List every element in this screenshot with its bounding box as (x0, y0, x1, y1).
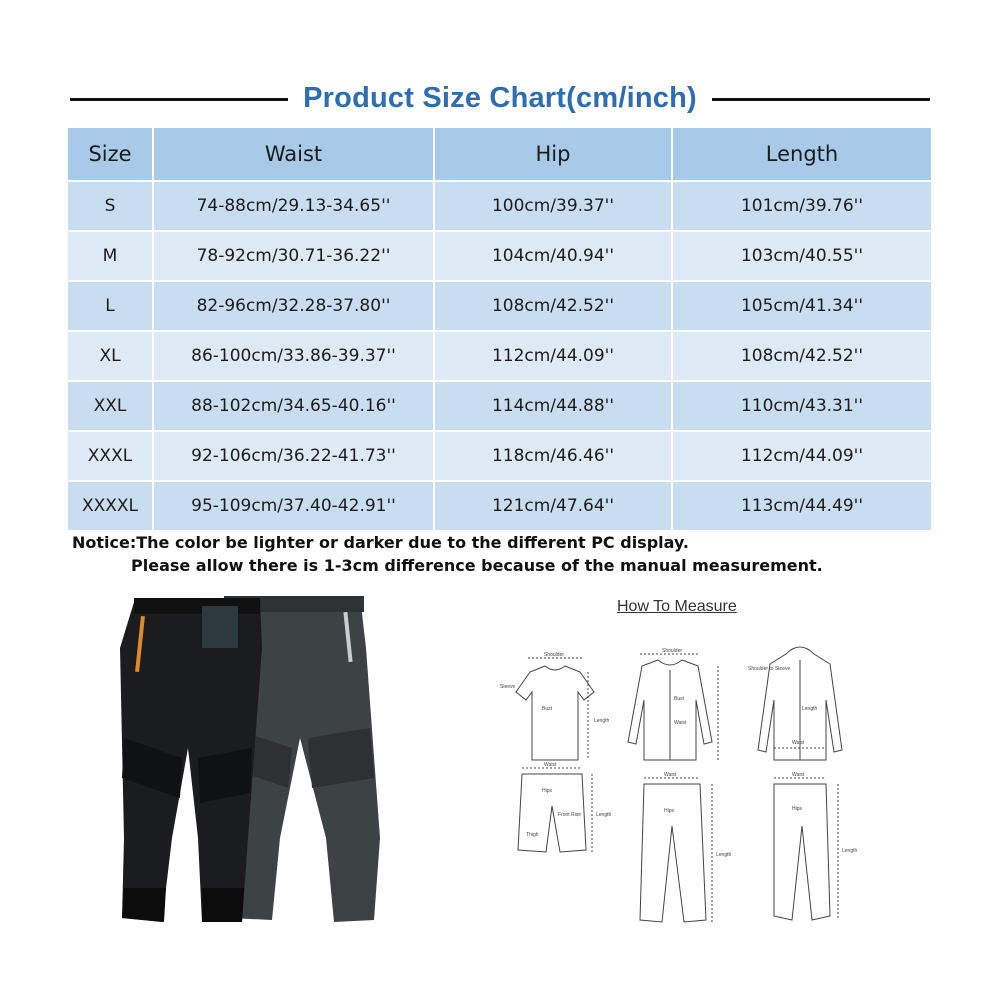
table-row (68, 281, 931, 331)
label-length-tshirt: Length (594, 718, 610, 724)
cell-waist: 82-96cm/32.28-37.80'' (153, 281, 434, 331)
table-row (68, 231, 931, 281)
cell-hip: 114cm/44.88'' (434, 381, 672, 431)
cell-size: M (68, 231, 153, 281)
cell-waist: 86-100cm/33.86-39.37'' (153, 331, 434, 381)
table-row (68, 181, 931, 231)
label-shoulder-shirt: Shoulder (662, 648, 683, 654)
label-bust: Bust (542, 706, 553, 712)
table-row (68, 481, 931, 530)
label-sleeve: Sleeve (500, 684, 516, 690)
chart-title-row (0, 78, 1000, 118)
cell-size: XXXL (68, 431, 153, 481)
cell-size: S (68, 181, 153, 231)
chart-title: Product Size Chart(cm/inch) (303, 82, 697, 114)
cell-length: 112cm/44.09'' (672, 431, 931, 481)
jogger-diagram (774, 772, 858, 920)
header-waist: Waist (153, 127, 434, 181)
label-waist-shorts: Waist (544, 762, 557, 768)
label-thigh: Thigh (526, 832, 539, 838)
hoodie-diagram (748, 647, 842, 760)
shirt-diagram (628, 648, 718, 760)
guide-title: How To Measure (617, 598, 737, 615)
cell-length: 101cm/39.76'' (672, 181, 931, 231)
notice-line-2: Please allow there is 1-3cm difference because of the manual measurement. (131, 556, 823, 575)
header-hip: Hip (434, 127, 672, 181)
product-photo-pants (112, 588, 394, 928)
title-divider-left (70, 98, 288, 101)
title-divider-right (712, 98, 930, 101)
notice-line-1: Notice:The color be lighter or darker due to the different PC display. (72, 533, 689, 552)
label-hips-jogger: Hips (792, 806, 803, 812)
tshirt-diagram (500, 652, 610, 760)
cell-waist: 95-109cm/37.40-42.91'' (153, 481, 434, 530)
cell-hip: 121cm/47.64'' (434, 481, 672, 530)
notice-text (72, 531, 932, 577)
cell-waist: 88-102cm/34.65-40.16'' (153, 381, 434, 431)
cell-hip: 112cm/44.09'' (434, 331, 672, 381)
label-shoulder: Shoulder (544, 652, 565, 658)
table-row (68, 331, 931, 381)
label-bust-shirt: Bust (674, 696, 685, 702)
size-table (68, 126, 931, 530)
cell-hip: 118cm/46.46'' (434, 431, 672, 481)
cell-hip: 108cm/42.52'' (434, 281, 672, 331)
cell-length: 110cm/43.31'' (672, 381, 931, 431)
label-waist-jogger: Waist (792, 772, 805, 778)
label-hips-shorts: Hips (542, 788, 553, 794)
black-pants-image (120, 598, 262, 922)
label-length-jogger: Length (842, 848, 858, 854)
cell-waist: 78-92cm/30.71-36.22'' (153, 231, 434, 281)
label-front-rise: Front Rise (558, 812, 582, 818)
how-to-measure-guide (490, 590, 870, 930)
cell-size: L (68, 281, 153, 331)
table-header-row (68, 127, 931, 181)
table-row (68, 381, 931, 431)
label-length-pants: Length (716, 852, 732, 858)
cell-hip: 104cm/40.94'' (434, 231, 672, 281)
cell-size: XL (68, 331, 153, 381)
label-hips-pants: Hips (664, 808, 675, 814)
cell-size: XXXXL (68, 481, 153, 530)
label-length-hoodie: Length (802, 706, 818, 712)
header-size: Size (68, 127, 153, 181)
label-length-shorts: Length (596, 812, 612, 818)
header-length: Length (672, 127, 931, 181)
shorts-diagram (518, 762, 612, 852)
cell-length: 105cm/41.34'' (672, 281, 931, 331)
label-waist-hoodie: Waist (792, 740, 805, 746)
pants-diagram (640, 772, 732, 922)
cell-length: 103cm/40.55'' (672, 231, 931, 281)
cell-size: XXL (68, 381, 153, 431)
cell-waist: 92-106cm/36.22-41.73'' (153, 431, 434, 481)
cell-hip: 100cm/39.37'' (434, 181, 672, 231)
label-waist-shirt: Waist (674, 720, 687, 726)
label-shoulder-to-sleeve: Shoulder to Sleeve (748, 666, 791, 672)
table-row (68, 431, 931, 481)
cell-length: 108cm/42.52'' (672, 331, 931, 381)
cell-length: 113cm/44.49'' (672, 481, 931, 530)
cell-waist: 74-88cm/29.13-34.65'' (153, 181, 434, 231)
label-waist-pants: Waist (664, 772, 677, 778)
